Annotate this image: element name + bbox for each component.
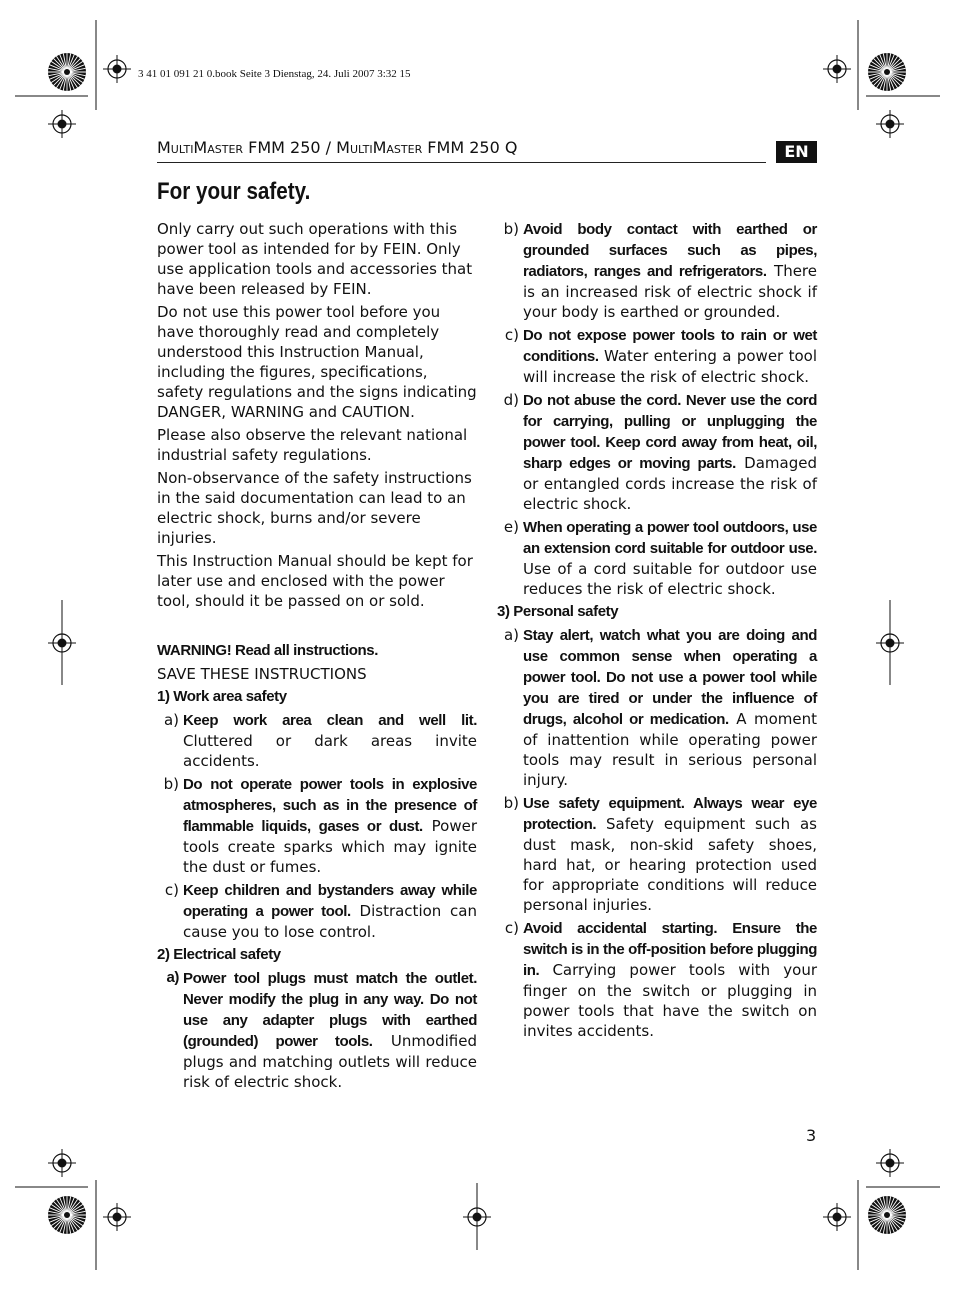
page-title: For your safety.	[157, 178, 311, 205]
item-label: a)	[166, 969, 179, 986]
model-name: FMM 250 Q	[422, 138, 518, 157]
item-bold: Use safety equipment. Always wear eye protection.	[523, 795, 817, 833]
item-text: Carrying power tools with your finger on the switch or plugging in power tools that have the switch on invites accidents.	[523, 961, 817, 1040]
item-label: c)	[164, 881, 179, 899]
list-item	[497, 517, 817, 599]
item-bold: When operating a power tool outdoors, use an extension cord suitable for outdoor use.	[523, 519, 817, 557]
item-text: Safety equipment such as dust mask, non-skid safety shoes, hard hat, or hearing protection used for appropriate conditions will reduce personal injuries.	[523, 815, 817, 914]
item-text: Power tools create sparks which may ignite the dust or fumes.	[183, 817, 478, 876]
section-heading: 2) Electrical safety	[157, 946, 281, 963]
item-text: Unmodified plugs and matching outlets will reduce risk of electric shock.	[183, 1032, 477, 1091]
item-label: c)	[504, 919, 519, 937]
list-item	[497, 918, 817, 1041]
list-item	[497, 793, 817, 915]
item-text: A moment of inattention while operating power tools may result in serious personal injury.	[523, 710, 817, 789]
item-label: b)	[503, 794, 519, 812]
item-label: b)	[163, 775, 179, 793]
item-label: a)	[163, 711, 179, 729]
item-label: e)	[503, 518, 519, 536]
item-bold: Keep work area clean and well lit.	[183, 712, 477, 729]
section-heading: 3) Personal safety	[497, 603, 619, 620]
item-label: a)	[503, 626, 519, 644]
list-item	[497, 325, 817, 387]
item-bold: Keep children and bystanders away while operating a power tool.	[183, 882, 477, 920]
warning-heading: WARNING! Read all instructions.	[157, 642, 378, 659]
right-column	[497, 219, 817, 1044]
item-label: c)	[504, 326, 519, 344]
item-text: There is an increased risk of electric shock if your body is earthed or grounded.	[523, 262, 818, 321]
model-name: FMM 250 /	[243, 138, 337, 157]
list-item	[157, 968, 477, 1092]
item-bold: Power tool plugs must match the outlet. Never modify the plug in any way. Do not use any adapter plugs with earthed (grounded) power tools.	[183, 970, 477, 1050]
item-bold: Do not abuse the cord. Never use the cord for carrying, pulling or unplugging the power tool. Keep cord away from heat, oil, sharp edges or moving parts.	[523, 392, 817, 472]
list-item	[157, 774, 477, 877]
list-item	[497, 625, 817, 790]
section-heading: 1) Work area safety	[157, 688, 287, 705]
brand-name: MultiMaster	[336, 138, 423, 157]
intro-paragraph: Please also observe the relevant national industrial safety regulations.	[157, 426, 468, 464]
item-text: Water entering a power tool will increase the risk of electric shock.	[523, 347, 817, 386]
save-instructions: SAVE THESE INSTRUCTIONS	[157, 665, 367, 683]
list-item	[497, 219, 817, 322]
list-item	[497, 390, 817, 514]
left-column	[157, 219, 477, 1095]
item-bold: Do not expose power tools to rain or wet conditions.	[523, 327, 817, 365]
item-bold: Stay alert, watch what you are doing and use common sense when operating a power tool. Do not use a power tool while you are tired or under the influence of drugs, alcohol or medication.	[523, 627, 817, 728]
intro-paragraph: Only carry out such operations with this power tool as intended for by FEIN. Only use application tools and accessories that have been released by FEIN.	[157, 220, 473, 298]
item-bold: Do not operate power tools in explosive atmospheres, such as in the presence of flammable liquids, gases or dust.	[183, 776, 477, 835]
item-text: Cluttered or dark areas invite accidents.	[183, 732, 477, 770]
brand-name: MultiMaster	[157, 138, 244, 157]
item-text: Distraction can cause you to lose control.	[183, 902, 477, 941]
running-head	[157, 138, 766, 163]
intro-paragraph: This Instruction Manual should be kept for later use and enclosed with the power tool, should it be passed on or sold.	[157, 552, 473, 610]
item-label: d)	[503, 391, 519, 409]
item-text: Damaged or entangled cords increase the risk of electric shock.	[523, 454, 817, 513]
page-number: 3	[806, 1126, 817, 1145]
list-item	[157, 710, 477, 771]
file-header: 3 41 01 091 21 0.book Seite 3 Dienstag, 24. Juli 2007 3:32 15	[138, 68, 411, 80]
item-bold: Avoid body contact with earthed or grounded surfaces such as pipes, radiators, ranges and refrigerators.	[523, 221, 817, 280]
item-label: b)	[503, 220, 519, 238]
language-badge: EN	[776, 141, 817, 163]
item-text: Use of a cord suitable for outdoor use reduces the risk of electric shock.	[523, 560, 817, 598]
intro-paragraph: Do not use this power tool before you have thoroughly read and completely understood this Instruction Manual, including the figures, specifications, safety regulations and the signs indicating DANGER, WARNING and CAUTION.	[157, 303, 477, 421]
intro-paragraph: Non-observance of the safety instructions in the said documentation can lead to an electric shock, burns and/or severe injuries.	[157, 469, 472, 547]
list-item	[157, 880, 477, 942]
item-bold: Avoid accidental starting. Ensure the switch is in the off-position before plugging in.	[523, 920, 817, 979]
